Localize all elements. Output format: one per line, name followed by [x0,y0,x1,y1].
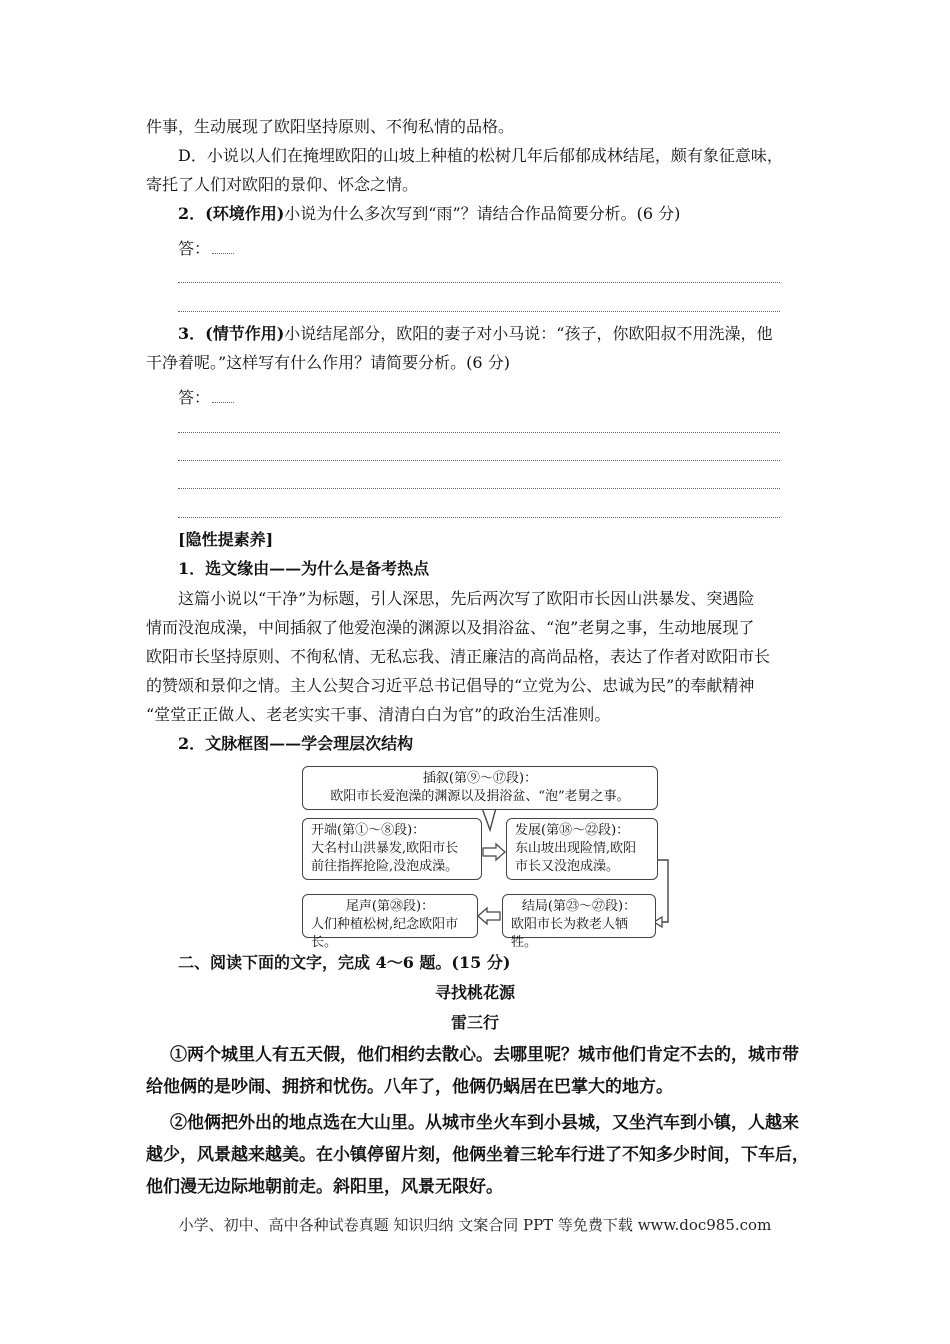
answer-label: 答： [178,388,211,407]
paragraph-line: “堂堂正正做人、老老实实干事、清清白白为官”的政治生活准则。 [146,705,611,724]
box-body: 前往指挥抢险,没泡成澡。 [311,859,459,874]
ending-box [302,894,478,950]
insert-box [302,766,658,810]
answer-blank[interactable] [212,241,234,254]
question-2 [178,203,680,225]
paragraph-line: 情而没泡成澡，中间插叙了他爱泡澡的渊源以及捐浴盆、“泡”老舅之事，生动地展现了 [146,618,755,637]
answer-rule[interactable] [178,282,780,283]
question-text: 小说结尾部分，欧阳的妻子对小马说：“孩子，你欧阳叔不用洗澡，他 [284,324,773,343]
box-title: 结局(第㉓～㉗段)： [521,899,637,914]
paragraph-line: 这篇小说以“干净”为标题，引人深思，先后两次写了欧阳市长因山洪暴发、突遇险 [178,589,755,608]
section-heading: [隐性提素养] [178,530,274,549]
text-line: 寄托了人们对欧阳的景仰、怀念之情。 [146,175,419,194]
reading-line: ②他俩把外出的地点选在大山里。从城市坐火车到小县城，又坐汽车到小镇，人越来 [170,1113,799,1133]
box-body: 东山坡出现险情,欧阳 [515,841,637,856]
box-body: 欧阳市长爱泡澡的渊源以及捐浴盆、“泡”老舅之事。 [330,789,630,804]
box-title: 开端(第①～⑧段)： [311,823,426,838]
arrow-right-icon [483,844,505,860]
paragraph-line: 欧阳市长坚持原则、不徇私情、无私忘我、清正廉洁的高尚品格，表达了作者对欧阳市长 [146,647,771,666]
answer-line [178,387,234,409]
question-3 [178,323,772,345]
question-number: 2． [178,204,206,223]
story-title: 寻找桃花源 [434,983,515,1002]
structure-diagram [300,764,680,950]
climax-box [502,894,656,950]
question-text: 小说为什么多次写到“雨”？请结合作品简要分析。(6 分) [284,204,681,223]
question-tag: (环境作用) [205,204,285,223]
box-body: 欧阳市长为救老人牺牲。 [511,917,629,950]
part-heading: 二、阅读下面的文字，完成 4～6 题。(15 分) [178,953,511,972]
answer-line [178,238,234,260]
answer-rule[interactable] [178,517,780,518]
answer-rule[interactable] [178,432,780,433]
develop-box [506,818,658,880]
question-text: 干净着呢。”这样写有什么作用？请简要分析。(6 分) [146,353,510,372]
option-d: D．小说以人们在掩埋欧阳的山坡上种植的松树几年后郁郁成林结尾，颇有象征意味， [178,146,783,165]
answer-rule[interactable] [178,460,780,461]
pointer-icon [482,808,496,830]
reading-line: 给他俩的是吵闹、拥挤和忧伤。八年了，他俩仍蜗居在巴掌大的地方。 [146,1077,673,1097]
box-body: 大名村山洪暴发,欧阳市长 [311,841,459,856]
answer-rule[interactable] [178,488,780,489]
box-title: 插叙(第⑨～⑰段)： [422,771,538,786]
box-body: 市长又没泡成澡。 [515,859,620,874]
paragraph-line: 的赞颂和景仰之情。主人公契合习近平总书记倡导的“立党为公、忠诚为民”的奉献精神 [146,676,755,695]
answer-label: 答： [178,239,211,258]
subsection-heading: 1．选文缘由——为什么是备考热点 [178,559,430,578]
page-footer: 小学、初中、高中各种试卷真题 知识归纳 文案合同 PPT 等免费下载 www.doc985.com [178,1216,772,1234]
question-tag: (情节作用) [205,324,285,343]
subsection-heading: 2．文脉框图——学会理层次结构 [178,734,414,753]
arrow-left-icon [478,908,500,924]
reading-line: 他们漫无边际地朝前走。斜阳里，风景无限好。 [146,1177,503,1197]
reading-line: ①两个城里人有五天假，他们相约去散心。去哪里呢？城市他们肯定不去的，城市带 [170,1045,799,1065]
answer-blank[interactable] [212,390,234,403]
start-box [302,818,482,880]
box-title: 尾声(第㉘段)： [345,899,435,914]
answer-rule[interactable] [178,311,780,312]
box-body: 人们种植松树,纪念欧阳市长。 [311,917,459,950]
story-author: 雷三行 [450,1013,499,1032]
text-line: 件事，生动展现了欧阳坚持原则、不徇私情的品格。 [146,117,515,136]
reading-line: 越少，风景越来越美。在小镇停留片刻，他俩坐着三轮车行进了不知多少时间，下车后， [146,1145,809,1165]
box-title: 发展(第⑱～㉒段)： [515,823,630,838]
question-number: 3． [178,324,206,343]
